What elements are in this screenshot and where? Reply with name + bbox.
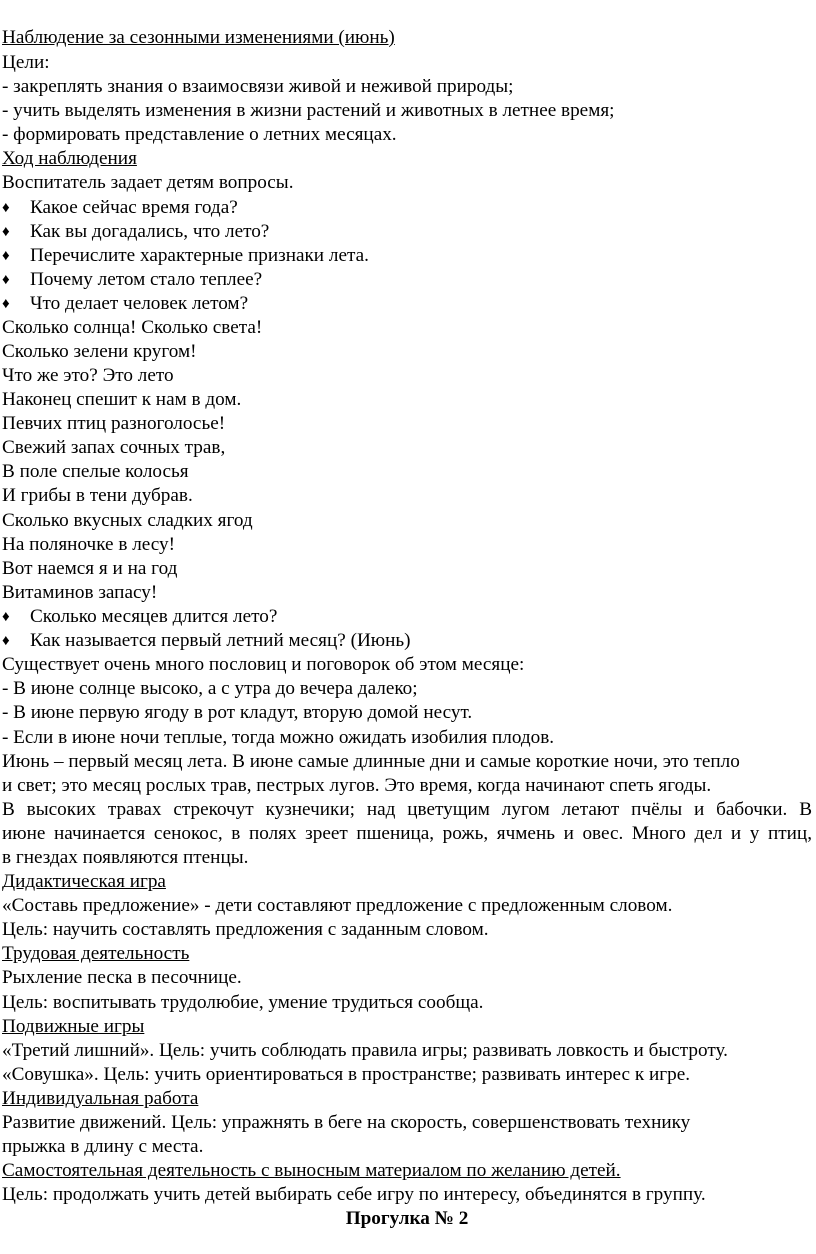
game-item: «Совушка». Цель: учить ориентироваться в пространстве; развивать интерес к игре.: [2, 1064, 691, 1085]
poem-line: Наконец спешит к нам в дом.: [2, 389, 242, 410]
poem-line: Что же это? Это лето: [2, 365, 174, 386]
proverb: - В июне солнце высоко, а с утра до вечера далеко;: [2, 678, 418, 699]
poem-line: Сколько вкусных сладких ягод: [2, 510, 253, 531]
diamond-bullet-icon: ♦: [2, 200, 10, 216]
paragraph-line: и свет; это месяц рослых трав, пестрых лугов. Это время, когда начинают спеть ягоды.: [2, 775, 712, 796]
goal-item: - закреплять знания о взаимосвязи живой и неживой природы;: [2, 76, 514, 97]
question-text: Как называется первый летний месяц? (Июнь): [30, 630, 411, 651]
diamond-bullet-icon: ♦: [2, 633, 10, 649]
game-item: «Третий лишний». Цель: учить соблюдать правила игры; развивать ловкость и быстроту.: [2, 1040, 728, 1061]
proverb: - В июне первую ягоду в рот кладут, вторую домой несут.: [2, 702, 473, 723]
didactic-heading: Дидактическая игра: [2, 871, 166, 892]
question-item: [2, 220, 812, 244]
labor-heading: Трудовая деятельность: [2, 943, 190, 964]
individual-line: прыжка в длину с места.: [2, 1136, 204, 1157]
question-item: [2, 268, 812, 292]
poem-line: Вот наемся я и на год: [2, 558, 178, 579]
question-item: [2, 196, 812, 220]
games-heading: Подвижные игры: [2, 1016, 145, 1037]
poem-line: На поляночке в лесу!: [2, 534, 176, 555]
diamond-bullet-icon: ♦: [2, 248, 10, 264]
individual-heading: Индивидуальная работа: [2, 1088, 199, 1109]
paragraph-line: июне начинается сенокос, в полях зреет пшеница, рожь, ячмень и овес. Много дел и у птиц,: [2, 823, 812, 844]
goals-label: Цели:: [2, 52, 50, 73]
poem-line: Сколько зелени кругом!: [2, 341, 197, 362]
question-text: Как вы догадались, что лето?: [30, 221, 270, 242]
poem-line: И грибы в тени дубрав.: [2, 485, 193, 506]
observation-intro: Воспитатель задает детям вопросы.: [2, 172, 294, 193]
proverb: - Если в июне ночи теплые, тогда можно ожидать изобилия плодов.: [2, 727, 555, 748]
goal-item: - учить выделять изменения в жизни растений и животных в летнее время;: [2, 100, 615, 121]
question-item: [2, 292, 812, 316]
paragraph-line: В высоких травах стрекочут кузнечики; над цветущим лугом летают пчёлы и бабочки. В: [2, 799, 812, 820]
paragraph-line: в гнездах появляются птенцы.: [2, 847, 249, 868]
question-item: [2, 605, 812, 629]
poem-line: Свежий запах сочных трав,: [2, 437, 226, 458]
poem-line: Певчих птиц разноголосье!: [2, 413, 226, 434]
document-title: Наблюдение за сезонными изменениями (июнь): [2, 27, 395, 48]
question-text: Почему летом стало теплее?: [30, 269, 263, 290]
question-text: Какое сейчас время года?: [30, 197, 238, 218]
didactic-goal: Цель: научить составлять предложения с заданным словом.: [2, 919, 489, 940]
next-walk-title: Прогулка № 2: [345, 1208, 469, 1229]
question-item: [2, 244, 812, 268]
diamond-bullet-icon: ♦: [2, 609, 10, 625]
diamond-bullet-icon: ♦: [2, 224, 10, 240]
poem-line: В поле спелые колосья: [2, 461, 189, 482]
goal-item: - формировать представление о летних месяцах.: [2, 124, 397, 145]
individual-line: Развитие движений. Цель: упражнять в беге на скорость, совершенствовать технику: [2, 1112, 691, 1133]
independent-goal: Цель: продолжать учить детей выбирать себе игру по интересу, объединятся в группу.: [2, 1184, 706, 1205]
question-text: Сколько месяцев длится лето?: [30, 606, 278, 627]
labor-goal: Цель: воспитывать трудолюбие, умение трудиться сообща.: [2, 992, 484, 1013]
labor-task: Рыхление песка в песочнице.: [2, 967, 242, 988]
poem-line: Витаминов запасу!: [2, 582, 158, 603]
poem-line: Сколько солнца! Сколько света!: [2, 317, 263, 338]
diamond-bullet-icon: ♦: [2, 296, 10, 312]
observation-heading: Ход наблюдения: [2, 148, 137, 169]
question-text: Что делает человек летом?: [30, 293, 249, 314]
didactic-game: «Составь предложение» - дети составляют предложение с предложенным словом.: [2, 895, 673, 916]
proverbs-intro: Существует очень много пословиц и поговорок об этом месяце:: [2, 654, 525, 675]
question-text: Перечислите характерные признаки лета.: [30, 245, 369, 266]
paragraph-line: Июнь – первый месяц лета. В июне самые длинные дни и самые короткие ночи, это тепло: [2, 751, 740, 772]
diamond-bullet-icon: ♦: [2, 272, 10, 288]
independent-heading: Самостоятельная деятельность с выносным материалом по желанию детей.: [2, 1160, 621, 1181]
question-item: [2, 629, 812, 653]
